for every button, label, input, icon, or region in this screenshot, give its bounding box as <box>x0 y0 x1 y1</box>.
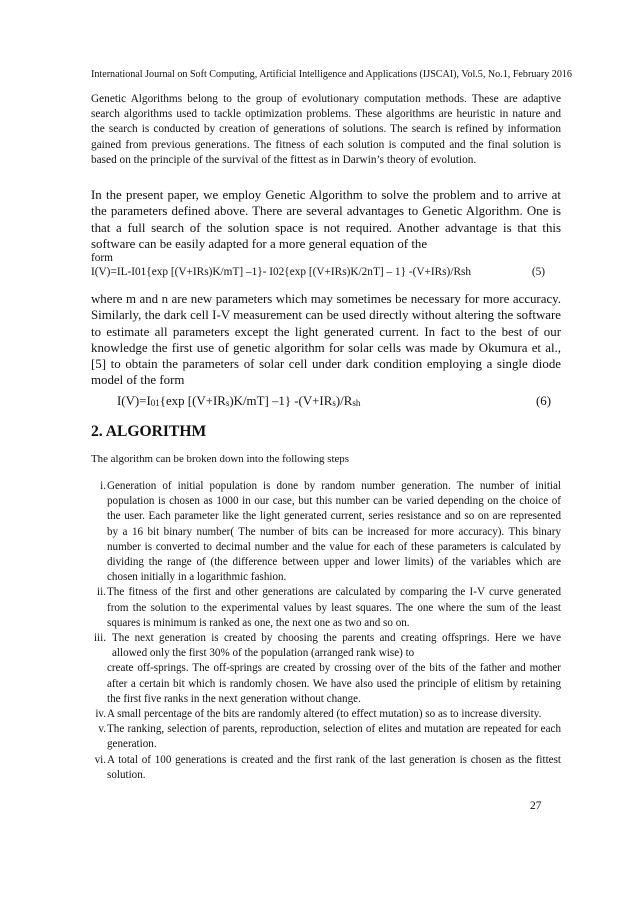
equation-5 <box>91 265 561 280</box>
algorithm-steps-list <box>91 479 561 783</box>
step-text: The ranking, selection of parents, reproduction, selection of elites and mutation are repeated for each generation. <box>107 723 561 751</box>
list-item <box>91 753 561 783</box>
step-text: A total of 100 generations is created and the first rank of the last generation is chosen as the fittest solution. <box>107 753 561 781</box>
list-item <box>91 479 561 585</box>
step-text: Generation of initial population is done by random number generation. The number of initial population is chosen as 1000 in our case, but this number can be varied depending on the choice of the user. Each parameter like the light generated current, series resistance and so on are represented by a 16 bit binary number( The number of bits can be increased for more accuracy). This binary number is converted to decimal number and the value for each of these parameters is calculated by dividing the range of (the difference between upper and lower limits) of the variables which are chosen initially in a logarithmic fashion. <box>107 480 561 584</box>
list-item <box>91 707 561 722</box>
equation-6-number: (6) <box>535 394 551 408</box>
step-number: i. <box>100 480 106 492</box>
section-heading: 2. ALGORITHM <box>91 423 207 440</box>
paragraph-present-paper: In the present paper, we employ Genetic Algorithm to solve the problem and to arrive at the parameters defined above. There are several advantages to Genetic Algorithm. One is that a full search of the solution space is not required. Another advantage is that this software can be easily adapted for a more general equation of the <box>91 188 561 251</box>
algorithm-intro: The algorithm can be broken down into the following steps <box>91 453 349 465</box>
step-number: v. <box>98 723 106 736</box>
step-number: vi. <box>94 753 106 766</box>
paragraph-genetic-algorithms: Genetic Algorithms belong to the group of evolutionary computation methods. These are adaptive search algorithms used to tackle optimization problems. These algorithms are heuristic in nature and the search is conducted by creation of generations of solutions. The search is refined by information gained from previous generations. The fitness of each solution is computed and the final solution is based on the principle of the survival of the fittest as in Darwin’s theory of evolution. <box>91 93 561 166</box>
list-item <box>91 631 561 707</box>
step-text-continued: create off-springs. The off-springs are created by crossing over of the bits of the father and mother after a certain bit which is randomly chosen. We have also used the principle of elitism by retaining the first five ranks in the next generation without change. <box>107 662 561 705</box>
step-text: A small percentage of the bits are randomly altered (to effect mutation) so as to increase diversity. <box>107 708 542 721</box>
list-item <box>91 585 561 631</box>
step-number: iii. <box>93 632 106 645</box>
paragraph-where-m-and-n: where m and n are new parameters which may sometimes be necessary for more accuracy. Similarly, the dark cell I-V measurement can be used directly without altering the software to estimate all parameters except the light generated current. In fact to the best of our knowledge the first use of genetic algorithm for solar cells was made by Okumura et al., [5] to obtain the parameters of solar cell under dark condition employing a single diode model of the form <box>91 292 561 388</box>
step-number: iv. <box>95 708 106 721</box>
equation-6 <box>117 393 561 411</box>
step-text: The next generation is created by choosing the parents and creating offsprings. Here we have allowed only the first 30% of the population (arranged rank wise) to <box>112 632 561 660</box>
list-item <box>91 722 561 752</box>
step-text: The fitness of the first and other generations are calculated by comparing the I-V curve generated from the solution to the experimental values by least squares. The one where the sum of the least squares is minimum is ranked as one, the next one as two and so on. <box>107 586 561 629</box>
step-number: ii. <box>97 586 106 599</box>
journal-header: International Journal on Soft Computing, Artificial Intelligence and Applications (IJSCAI), Vol.5, No.1, February 2016 <box>91 69 572 80</box>
page-number: 27 <box>530 800 542 812</box>
form-label: form <box>91 252 113 264</box>
equation-6-text: $I(V)=I_{01}\{\exp$ $[(V+IR_s)K/mT]$ –1} $-(V+IR_s)/R_{sh}$ <box>117 394 361 408</box>
equation-5-number: (5) <box>531 266 545 278</box>
equation-5-text: I(V)=IL-I01{exp [(V+IRs)K/mT] –1}- I02{exp [(V+IRs)K/2nT] – 1} -(V+IRs)/Rsh <box>91 266 472 278</box>
